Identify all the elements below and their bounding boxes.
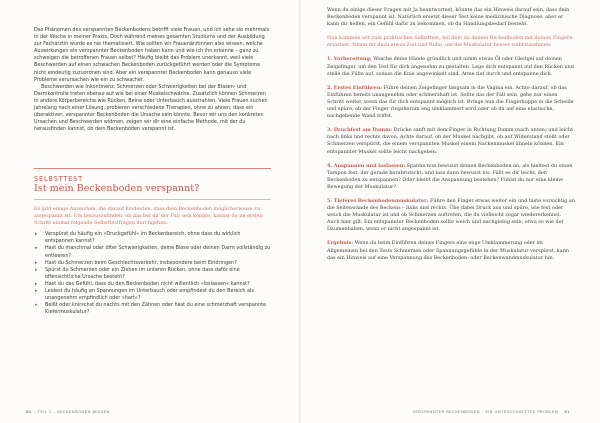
step-text: Drücke sanft mit dem Finger in Richtung Damm (nach unten) und leicht nach links und rechts davon. Achte darauf, ob der Muskel nachgibt, ob auf Widerstand stößt oder Schmerzen verspürst, die einem verspannten Muskel einem Nackenmuskel ähneln können. Ein entspannter Muskel sollte leicht nachgeben. (327, 127, 574, 155)
selftest-question (34, 281, 271, 288)
question-text: Leidest du häufig an Spannungen im Unterbauch oder empfindest du den Bereich als unangenehm empfindlich oder »hart«? (45, 288, 254, 302)
step-label: 1. Vorbereitung: (327, 56, 372, 63)
step-label: 4. Anspannen und loslassen: (327, 162, 406, 169)
triangle-bullet-icon: ▸ (35, 231, 38, 238)
selftest-question (34, 302, 271, 316)
test-step (327, 85, 575, 120)
question-text: Verspürst du häufig ein »Druckgefühl« im Beckenbereich, ohne dass du wirklich entspannen kannst? (45, 231, 241, 245)
question-text: Beißt oder knirschst du nachts mit den Zähnen oder hast du eine schmerzhaft verspannte Kiefermuskulatur? (45, 302, 266, 316)
practical-test-intro: Nun kommen wir zum praktischen Selbsttest, bei dem du deinen Beckenboden mit deinen Fingern ertastest. Nimm dir dazu etwas Zeit und Ruhe, um die Muskulatur besser wahrzunehmen: (327, 35, 573, 49)
selftest-kicker: SELBSTTEST (34, 175, 83, 183)
question-text: Hast du Schmerzen beim Geschlechtsverkehr, insbesondere beim Eindringen? (45, 259, 237, 266)
step-label: 2. Erstes Einführen: (327, 84, 383, 91)
result-label: Ergebnis: (327, 240, 354, 247)
selftest-title: Ist mein Beckenboden verspannt? (34, 183, 200, 194)
test-step (327, 198, 575, 233)
body-paragraph: Beschwerden wie Inkontinenz, Schmerzen oder Schwierigkeiten bei der Blasen- und Darmkontrolle treten ebenso auf wie bei einer Muskelschwäche. Zusätzlich können Schmerzen in andere Körperbereiche wie Rücken, Beine oder Unterbauch ausstrahlen. Viele Frauen suchen jahrelang nach einer Lösung, probieren verschiedene Therapien, ohne zu ahnen, dass ein überaktiver, verspannter Beckenboden die Ursache sein könnte. Bevor wir uns den konkreten Ursachen und Beschwerden widmen, zeigen wir dir eine einfache Methode, mit der du herausfinden kannst, ob dein Beckenboden verspannt ist. (34, 83, 268, 133)
right-page-footer (412, 409, 576, 414)
step-label: 3. Druckfest am Damm: (327, 127, 393, 134)
step-text: Wasche deine Hände gründlich und nimm etwas Öl oder Gleitgel auf deinen Zeigefinger, um den Test für dich angenehm zu gestalten. Lege dich entspannt auf den Rücken und stelle die Füße auf, sodass die Knie angewinkelt sind. Atme tief durch und entspanne dich. (327, 56, 574, 77)
triangle-bullet-icon: ▸ (35, 245, 38, 252)
triangle-bullet-icon: ▸ (35, 259, 38, 266)
selftest-question (34, 245, 271, 259)
question-text: Spürst du Schmerzen oder ein Ziehen im unteren Rücken, ohne dass daför eine offensichtliche Ursache besteht? (45, 266, 240, 280)
right-page (301, 0, 600, 423)
left-page-footer (20, 409, 110, 414)
selftest-question (34, 288, 271, 302)
triangle-bullet-icon: ▸ (35, 302, 38, 309)
selftest-question-list (34, 231, 271, 316)
right-page-body (327, 7, 575, 269)
question-text: Hast du manchmal oder öfter Schwierigkeiten, deine Blase oder deinen Darm vollständig zu entleeren? (45, 245, 271, 259)
selftest-top-rule (34, 168, 271, 169)
triangle-bullet-icon: ▸ (35, 288, 38, 295)
running-head: VERSPANNTER BECKENBODEN – EIN UNTERSCHÄTZTES PROBLEM (412, 409, 559, 414)
body-paragraph: Wenn du einige dieser Fragen mit Ja beantwortest, könnte das ein Hinweis darauf sein, dass dein Beckenboden verspannt ist. Natürlich ersetzt dieser Test keine medizinische Diagnose, aber er kann dir helfen, ein Gefühl dafür zu bekommen, ob du Handlungsbedarf besteht. (327, 7, 570, 28)
selftest-intro: Es gibt einige Anzeichen, die darauf hindeuten, dass dein Beckenboden möglicherweise zu angespannt ist. Um herauszufinden, ob das bei dir der Fall sein könnte, kannst du im ersten Schritt einmal folgende Selbsttestfragen durchgehen: (34, 206, 263, 227)
triangle-bullet-icon: ▸ (35, 280, 38, 287)
page-number: 80 (26, 409, 32, 414)
result-text: Wenn du beim Einführen deines Fingers eine enge Umklammerung oder im Allgemeinen bei den Tests Schmerzen oder Spannungsgefühle in der Muskulatur verspürst, kann das ein Hinweis auf eine Verspannung des Beckenboden- oder Beckenwandmuskulatur hin. (327, 240, 569, 261)
selftest-question (34, 231, 271, 245)
triangle-bullet-icon: ▸ (35, 266, 38, 273)
selftest-question (34, 260, 271, 267)
selftest-question (34, 267, 271, 281)
test-step (327, 127, 575, 155)
step-text: Führe deinen Zeigefinger langsam in die Vagina ein. Achte darauf, ob das Einführen bereits unangenehm oder schmerzhaft ist. Sollte das der Fall sein, gehe nur einen Schritt weiter, wenn das für dich entspannt möglich ist. Bringe nun die Fingerkuppe in die Scheide und spüre, ob der Finger ringsherum eng umklammert wird oder ob du auf eine elastische, nachgebende Wand triffst. (327, 84, 574, 120)
running-head: TEIL 2 – BECKENBODEN WISSEN (37, 409, 110, 414)
test-step (327, 56, 575, 77)
test-result (327, 240, 575, 261)
selftest-title-rule (34, 199, 271, 200)
left-page-body (34, 27, 271, 133)
step-label: 5. Tieferes Beckenbodenmuskulatur: (327, 197, 429, 204)
step-text: Führe den Finger etwas weiter ein und taste vorsichtig an die Seitenwände des Beckens – links und rechts. Übe dabei Druck aus und spüre, wie fest oder weich die Muskulatur ist und ob Schmerzen auftreten, die du vielleicht sogar wiedererkennst. Auch hier gilt: Ein entspannter Beckenboden sollte weich und nachgiebig sein, etwa so wie der Daumenballen, wenn er nicht angespannt ist. (327, 197, 575, 233)
question-text: Hast du das Gefühl, dass du den Beckenboden nicht willentlich »loslassen« kannst? (45, 280, 250, 287)
test-step (327, 163, 575, 191)
selftest-box (34, 168, 271, 316)
step-text: Spanne nun bewusst deinen Beckenboden an, als hieltest du einen Tampon fest, der gerade herabrutscht, und lass dann bewusst los. Fällt es dir leicht, den Beckenboden zu entspannen? Oder bleibt die Anspannung bestehen? Fühlst du nur eine kleine Bewegung der Muskulatur? (327, 162, 573, 190)
page-number: 81 (564, 409, 570, 414)
body-paragraph: Das Phänomen des verspannten Beckenbodens betrifft viele Frauen, und ich sehe sie mehrmals in der Woche in meiner Praxis. Doch während meines gesamten Studiums und der Ausbildung zur Fachärztin wurde es nie thematisiert. Wie sollten wir Frauenärztinnen also wissen, welche Auswirkungen ein verspannter Beckenboden haben kann und wie ich ihn erkenne – ganz zu schweigen die betroffenen Frauen selbst? Häufig bleibt das Problem unerkannt, weil viele Beschwerden auf einen schwachen Beckenboden zurückgeführt werden oder die Symptome nicht eindeutig zuzuordnen sind. Aber ein verspannter Beckenboden kann genauso viele Probleme verursachen wie ein zu schwacher. (34, 27, 270, 83)
